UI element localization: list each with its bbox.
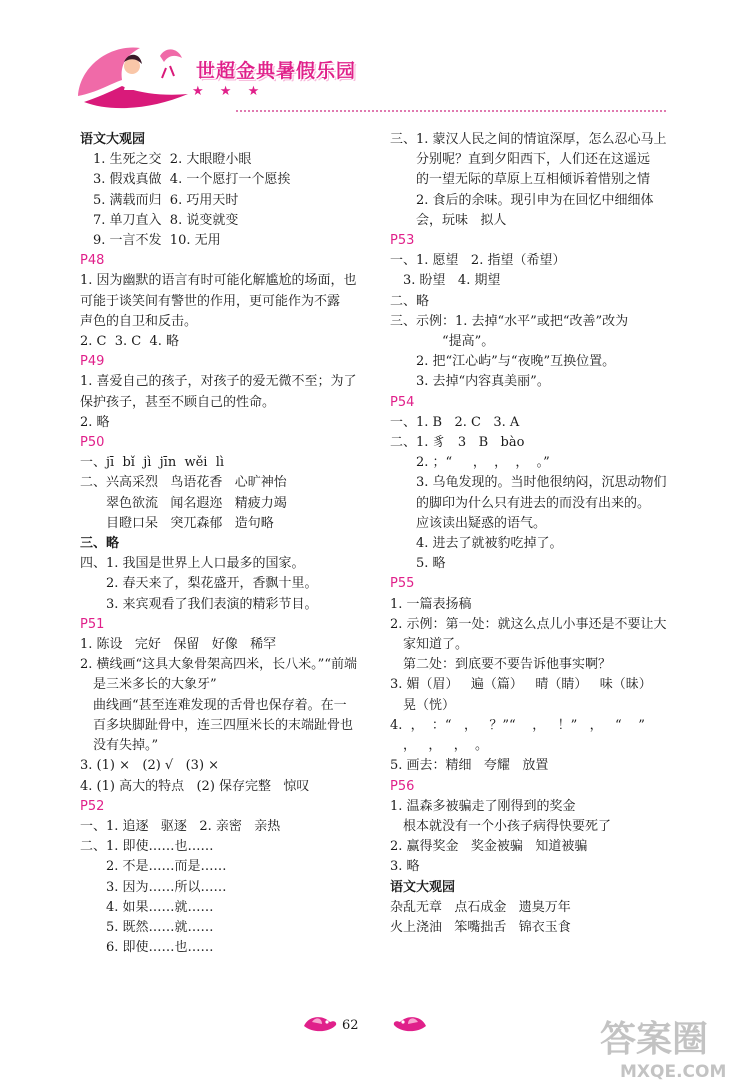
answer-line: 5. 满载而归 6. 巧用天时 [93,192,239,208]
answer-line: 2. 不是……而是…… [106,859,227,875]
answer-line: 火上浇油 笨嘴拙舌 锦衣玉食 [390,919,571,935]
bird-left-icon [300,1010,338,1036]
answer-line: 9. 一言不发 10. 无用 [93,233,221,249]
answer-line: 5. 既然……就…… [106,919,214,935]
answer-line: 3. 因为……所以…… [106,879,227,895]
page-reference-label: P52 [80,798,105,814]
answer-line: 4. 如果……就…… [106,899,214,915]
answer-line: 第二处：到底要不要告诉他事实啊？ [403,657,612,673]
answer-line: 的一望无际的草原上互相倾诉着惜别之情 [416,172,651,188]
answer-line: 晃（恍） [403,697,456,713]
page-reference-label: P55 [390,576,415,592]
page-reference-label: P56 [390,778,415,794]
answer-line: 4. ， ：“ ， ？”“ ， ！” ， “ ” [390,717,645,733]
answer-line: 3. 来宾观看了我们表演的精彩节目。 [106,596,318,612]
answer-line: 3. 略 [390,859,420,875]
answer-line: 5. 略 [416,556,446,572]
decorative-stars-icon: ★ ★ ★ [192,84,266,99]
answer-line: 3. 媚（眉） 遍（篇） 晴（睛） 味（昧） [390,677,652,693]
answer-line: 4. (1) 高大的特点 (2) 保存完整 惊叹 [80,778,310,794]
answer-line: 2. 食后的余味。现引申为在回忆中细细体 [416,192,654,208]
header-divider [236,110,666,112]
answer-line: 翠色欲流 闻名遐迩 精疲力竭 [106,495,287,511]
answer-line: 5. 画去：精细 夸耀 放置 [390,758,549,774]
watermark-logo-text: 答案圈 [600,1019,709,1060]
answer-line: 3. 盼望 4. 期望 [403,273,501,289]
answer-line: 三、1. 蒙汉人民之间的情谊深厚，怎么忍心马上 [390,132,667,147]
answer-line: 2. 横线画“这具大象骨架高四米，长八米。”“前端 [80,657,357,673]
answer-line: “提高”。 [442,334,495,350]
answer-line: 2. 赢得奖金 奖金被骗 知道被骗 [390,839,588,855]
answer-line: 4. 进去了就被豹吃掉了。 [416,536,563,552]
answer-line: 3. (1) × (2) √ (3) × [80,758,220,774]
page-number: 62 [342,1018,359,1033]
answer-line: 是三米多长的大象牙” [93,677,217,693]
answer-line: 根本就没有一个小孩子病得快要死了 [403,818,612,834]
answer-line: 2. 把“江心屿”与“夜晚”互换位置。 [416,354,616,370]
answer-line: ， ， ， 。 [403,738,489,754]
page-reference-label: P49 [80,354,105,370]
answer-line: 应该读出疑惑的语气。 [416,515,547,531]
answer-line: 2. C 3. C 4. 略 [80,334,180,350]
answer-line: 目瞪口呆 突兀森郁 造句略 [106,515,274,531]
answer-line: 3. 去掉“内容真美丽”。 [416,374,550,390]
bird-right-icon [392,1010,430,1036]
answer-line: 杂乱无章 点石成金 遗臭万年 [390,899,571,915]
answer-line: 2. 示例：第一处：就这么点儿小事还是不要让大 [390,616,667,632]
answer-line: 1. 生死之交 2. 大眼瞪小眼 [93,152,252,168]
answer-line: 保护孩子，甚至不顾自己的性命。 [80,394,276,410]
dolphin-girl-logo-icon [70,36,200,116]
page-header [0,0,750,120]
page-reference-label: P50 [80,435,105,451]
answer-line: 一、jī bǐ jì jīn wěi lì [80,455,225,471]
answer-line: 三、示例：1. 去掉“水平”或把“改善”改为 [390,313,629,329]
answer-line: 二、1. 豸 3 B bào [390,435,525,451]
answer-line: 没有失掉。” [93,738,159,754]
answer-line: 曲线画“甚至连难发现的舌骨也保存着。在一 [93,697,347,713]
left-answer-column [80,130,375,958]
answer-line: 一、1. 追逐 驱逐 2. 亲密 亲热 [80,818,281,834]
answer-line: 2. 春天来了，梨花盛开，香飘十里。 [106,576,318,592]
page-reference-label: P53 [390,233,415,249]
answer-line: 7. 单刀直入 8. 说变就变 [93,212,239,228]
answer-line: 1. 喜爱自己的孩子，对孩子的爱无微不至；为了 [80,374,357,390]
answer-line: 1. 因为幽默的语言有时可能化解尴尬的场面，也 [80,273,357,289]
page-reference-label: P51 [80,616,105,632]
answer-line: 声色的自卫和反击。 [80,313,198,329]
answer-line: 1. 温森多被骗走了刚得到的奖金 [390,798,576,814]
answer-line: 二、1. 即使……也…… [80,839,214,855]
answer-line: 一、1. 愿望 2. 指望（希望） [390,253,566,269]
section-heading: 语文大观园 [80,132,146,147]
answer-line: 二、略 [390,293,430,309]
watermark-url: MXQE.COM [620,1062,727,1082]
answer-line: 1. 陈设 完好 保留 好像 稀罕 [80,637,277,653]
answer-line: 3. 假戏真做 4. 一个愿打一个愿挨 [93,172,291,188]
answer-line: 百多块脚趾骨中，连三四厘米长的末端趾骨也 [93,717,354,733]
answer-line: 的脚印为什么只有进去的而没有出来的。 [416,495,651,511]
answer-line: 家知道了。 [403,637,469,653]
site-watermark [600,1020,740,1084]
answer-line: 可能于谈笑间有警世的作用，更可能作为不露 [80,293,341,309]
answer-line: 2. 略 [80,414,110,430]
answer-line: 会，玩味 拟人 [416,212,507,228]
page-reference-label: P54 [390,394,415,410]
answer-line: 1. 一篇表扬稿 [390,596,472,612]
answer-line: 二、兴高采烈 鸟语花香 心旷神怡 [80,475,287,491]
section-heading: 三、略 [80,536,120,552]
section-heading: 语文大观园 [390,879,456,895]
answer-line: 分别呢？直到夕阳西下，人们还在这遥远 [416,152,651,168]
answer-line: 6. 即使……也…… [106,940,214,956]
answer-line: 四、1. 我国是世界上人口最多的国家。 [80,556,305,572]
right-answer-column [390,130,675,938]
page-reference-label: P48 [80,253,105,269]
answer-line: 一、1. B 2. C 3. A [390,414,520,430]
answer-line: 2. ；“ ， ， ， 。” [416,455,550,471]
answer-line: 3. 乌龟发现的。当时他很纳闷，沉思动物们 [416,475,667,491]
brand-title: 世超金典暑假乐园 [196,60,357,82]
